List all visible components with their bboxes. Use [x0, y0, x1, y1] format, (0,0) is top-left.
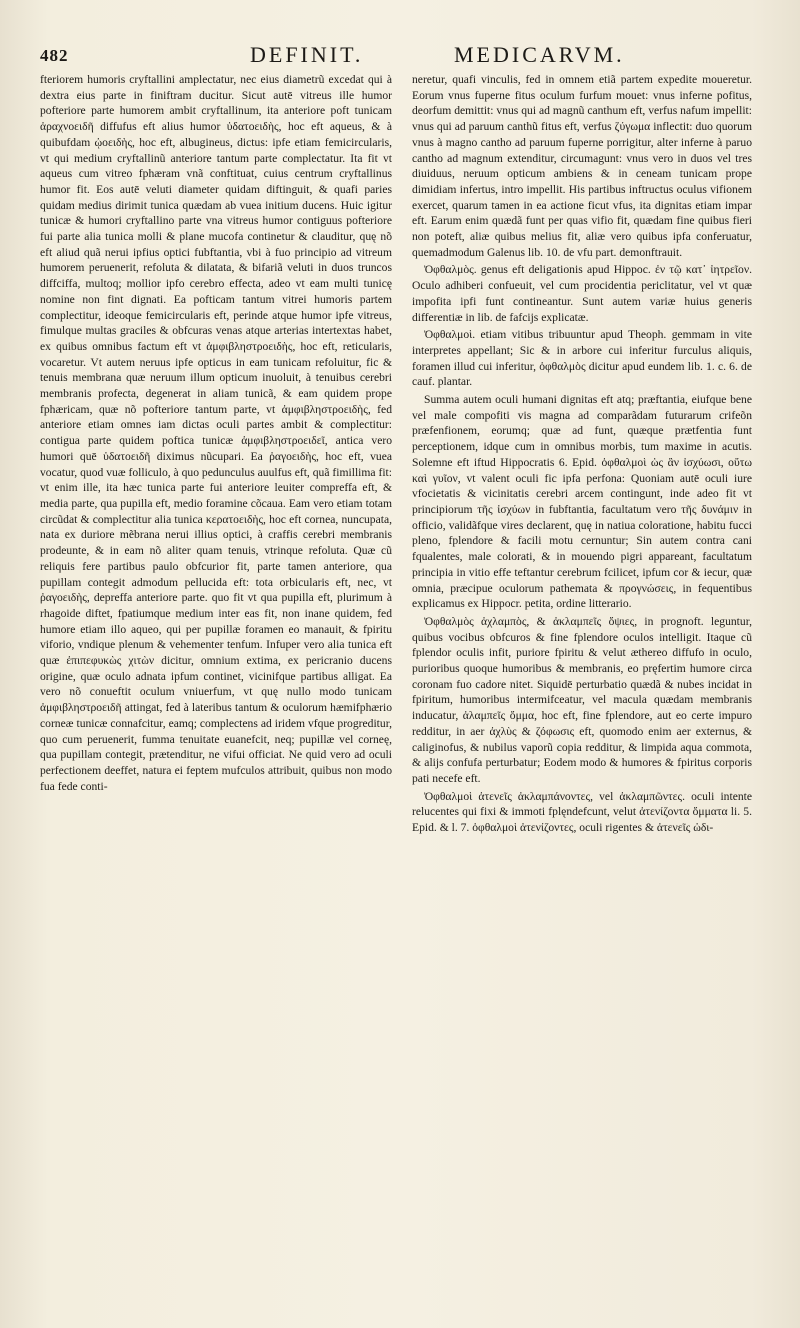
running-title-left: DEFINIT. — [250, 42, 364, 67]
right-column — [412, 72, 752, 838]
left-column — [40, 72, 392, 796]
entry-ophthalmoi-vines: Ὀφθαλμοὶ. etiam vitibus tribuuntur apud Theoph. gemmam in vite interpretes appellant; Sic & in arbore cui inferitur furculus aliquis, foramen illud cui inferitur, ὀφθαλμὸς dicitur apud eundem lib. 1. c. 6. de cauf. plantar. — [412, 328, 752, 389]
running-title-right: MEDICARVM. — [454, 42, 625, 67]
entry-dignity-of-eye: Summa autem oculi humani dignitas eft atq; præftantia, eiufque bene vel male compofiti vis magna ad comparãdam futurarum crifeõn præfenfionem, eorumq; quæ ad funt, quæque prætfentia funt perceptionem, idque cum in omnibus morbis, tum maxime in acutis. Solemne eft iftud Hippocratis 6. Epid. ὀφθαλμοὶ ὡς ἂν ἰσχύωσι, οὕτω καὶ γυῖον, vt valent oculi fic ipfa perfona: Quoniam autē oculi iure vfocietatis & vicinitatis cerebri arcem contingunt, inde adeo fit vt principiorum τῆς ἰσχύων in fubftantia, facultatum vero τῆς δυνάμιν in officio, validãfque vires declarent, quę in natiua coloratione, habitu fucci pleno, fplendore & facili motu cernuntur; Sin autem contra cani fqualentes, male colorati, & in mouendo pigri appareant, facultatum principia in vitio effe teftantur cerebrum fcilicet, ipfum cor & iecur, quæ omnia, præcipue oculorum pathemata & προγνώσεις, in fequentibus explicamus ex Hippocr. petita, ordine litterario. — [412, 393, 752, 611]
page-number: 482 — [40, 46, 69, 65]
page-header — [40, 42, 770, 68]
right-column-paragraph: neretur, quafi vinculis, fed in omnem etiã partem expedite moueretur. Eorum vnus fuperne fitus oculum furfum mouet: vnus inferne pofitus, deorfum demittit: vnus qui ad magnũ canthum eft, verfus nafum impellit: vnus qui ad paruum canthũ fitus eft, verfus ζύγωμα inflectit: duo quorum vnus à magno cantho ad paruum fuperne porrigitur, alter inferne à paruo cantho ad magnum extenditur, circumagunt: vnus vero in duos vel tres diuiduus, neruum opticum ambiens & in ceneam tunicam prope dimidiam infertus, intro impellit. His partibus inftructus oculus vifionem exercet, quarum tamen in ea actione ficut vfus, ita dignitas etiam impar eft. Earum enim quædã funt per quas vifio fit, quædam fine quibus fieri non poteft, aliæ quibus melius fit, aliæ vero quibus ipfa conferuatur, quemadmodum Galenus lib. 10. de vfu part. demonftrauit. — [412, 73, 752, 259]
left-column-paragraph: fteriorem humoris cryftallini amplectatur, nec eius diametrũ excedat qui à dextra eius parte in finiftram ducitur. Sicut autē vitreus ille humor pofteriore parte humorem ambit cryftallinum, ita anteriore poft tunicam ἀραχνοειδῆ diffufus eft alius humor ὑδατοειδὴς, hoc eft aqueus, & à quibufdam ᾠοειδὴς, hoc eft, albugineus, dictus: ipfe etiam femicircularis, vt qui medium cryftallinũ anteriore tantum parte complectatur. Ita fit vt aqueus cum vitreo fphæram vnã conftituat, cuius centrum cryftallinus humor fit. Eos autē veluti diameter quidam diftinguit, & quafi paries quidam medius dirimit tunica quædam ab vuea initium ducens. Huic igitur tunicæ & humori cryftallino parte vna vitreus humor contiguus pofteriore fui parte alia tunica molli & plane mucofa continetur & clauditur, quę nõ eft aliud quã nerui ipfius optici fubftantia, vbi à fuo principio ad vitreum humorem peruenerit, refoluta & dilatata, & bifariã veluti in duos truncos diffciffa, multoq; mollior ipfo cerebro effecta, adeo vt eam multi tunicę nomine non fint dignati. Ea pofticam tantum vitrei humoris partem complectitur, ideoque femicircularis eft, perinde atque humor ipfe vitreus, fimulque multas graciles & obfcuras venas atque arterias intertextas habet, ex quibus omnibus factum eft vt ἀμφιβληστροειδὴς, hoc eft, reticularis, vocaretur. Vt autem neruus ipfe opticus in eam tunicam refoluitur, fic & tenuis membrana quæ neruum illum opticum inuoluit, à tenuibus cerebri membranis profecta, degenerat in aliam tunicã, & eam quidem prope fphæricam, quæ nõ pofteriore tantum parte, vt ἀμφιβληστροειδὴς, fed anteriore etiam omnes iam dictas oculi partes ambit & complectitur: contigua parte quidem poftica tunicæ ἀμφιβληστροειδεῖ, antica vero humori quē ὑδατοειδῆ diximus nũcupari. Ea ῥαγοειδὴς, hoc eft, vuea vocatur, quod vuæ folliculo, à quo pedunculus auulfus eft, quã fimillima fit: vt enim ille, ita hæc tunica parte fui anteriore leuiter compreffa eft, & media parte, qua pupilla eft, medio foramine cõcaua. Eam vero etiam totam circũdat & complectitur alia tunica κερατοειδὴς, hoc eft cornea, nuncupata, nata ex duriore mẽbrana nerui illius optici, à craffis cerebri membranis prodeunte, & in eam nõ aliter quam tenuis, vtrinque refoluta. Quæ cũ reliquis fere partibus paulo obfcurior fit, parte tamen anteriore, qua pupillam contegit admodum pellucida eft: tota orbicularis eft, nec, vt ῥαγοειδὴς, depreffa anteriore parte. quo fit vt qua pupilla eft, plurimum à rhagoide diftet, fpatiumque medium inter eas fit, non inane quidem, fed humore etiam illo aqueo, qui per pupillæ foramen eo manauit, & fpiritu viforio, vndique plenum & vehementer tenfum. Infuper vero alia tunica eft quæ ἐπιπεφυκὼς χιτὼν dicitur, omnium extima, ex pericranio ducens origine, quæ oculo adnata ipfum continet, vicinifque partibus alligat. Ea vero nõ conueftit oculum vniuerfum, vt quę nullo modo tunicam ἀμφιβληστροειδῆ attingat, fed à lateribus tantum & oculorum hæmifphærio corneæ tunicæ connafcitur, eamq; complectens ad iridem vfque progreditur, quo cum peruenerit, fumma tenuitate euanefcit, neq; pupillæ vel corneę, qua pupillam contegit, prætenditur, ne vifui officiat. Ne quid vero ad oculi perfectionem deeffet, natura ei feptem mufculos attribuit, quibus non modo fua fede conti- — [40, 73, 392, 793]
entry-ateneis: Ὀφθαλμοὶ ἀτενεῖς ἀκλαμπάνοντες, vel ἀκλαμπῶντες. oculi intente relucentes qui fixi & immoti fplęndefcunt, velut ἀτενίζοντα ὄμματα li. 5. Epid. & l. 7. ὀφθαλμοὶ ἀτενίζοντες, oculi rigentes & ἀτενεῖς ὠδι- — [412, 789, 752, 835]
entry-achlampos: Ὀφθαλμὸς ἀχλαμπὸς, & ἀκλαμπεῖς ὄψιες, in prognoft. leguntur, quibus vocibus obfcuros & fine fplendore oculos intelligit. Itaque cũ fplendor oculis infit, puriore fpiritu & velut æthereo diffufo in oculo, purioribus quoque humoribus & membranis, eo pręfertim humore circa coronam fuo cadore nitet. Siquidē perturbatio quædã & nubes incidat in fpiritum, humoribus intermifceatur, vel macula quædam membranis inducatur, ἀλαμπεῖς ὄμμα, hoc eft, fine fplendore, aut eo certe impuro redditur, in aer ἀχλὺς & ζόφωσις eft, quomodo enim aer externus, & caliginofus, & nubilus vaporũ copia redditur, & limpida aqua commota, & alijs confufa perturbatur; Eodem modo & humores & fpiritus corporis pati necefe eft. — [412, 614, 752, 785]
entry-ophthalmos-bandage: Ὀφθαλμὸς. genus eft deligationis apud Hippoc. ἐν τῷ κατ᾿ ἰητρεῖον. Oculo adhiberi confueuit, vel cum procidentia periclitatur, vel vt quæ impofita ipfi funt contineantur. Sunt autem variæ huius generis differentiæ in lib. de fafcijs explicatæ. — [412, 263, 752, 324]
